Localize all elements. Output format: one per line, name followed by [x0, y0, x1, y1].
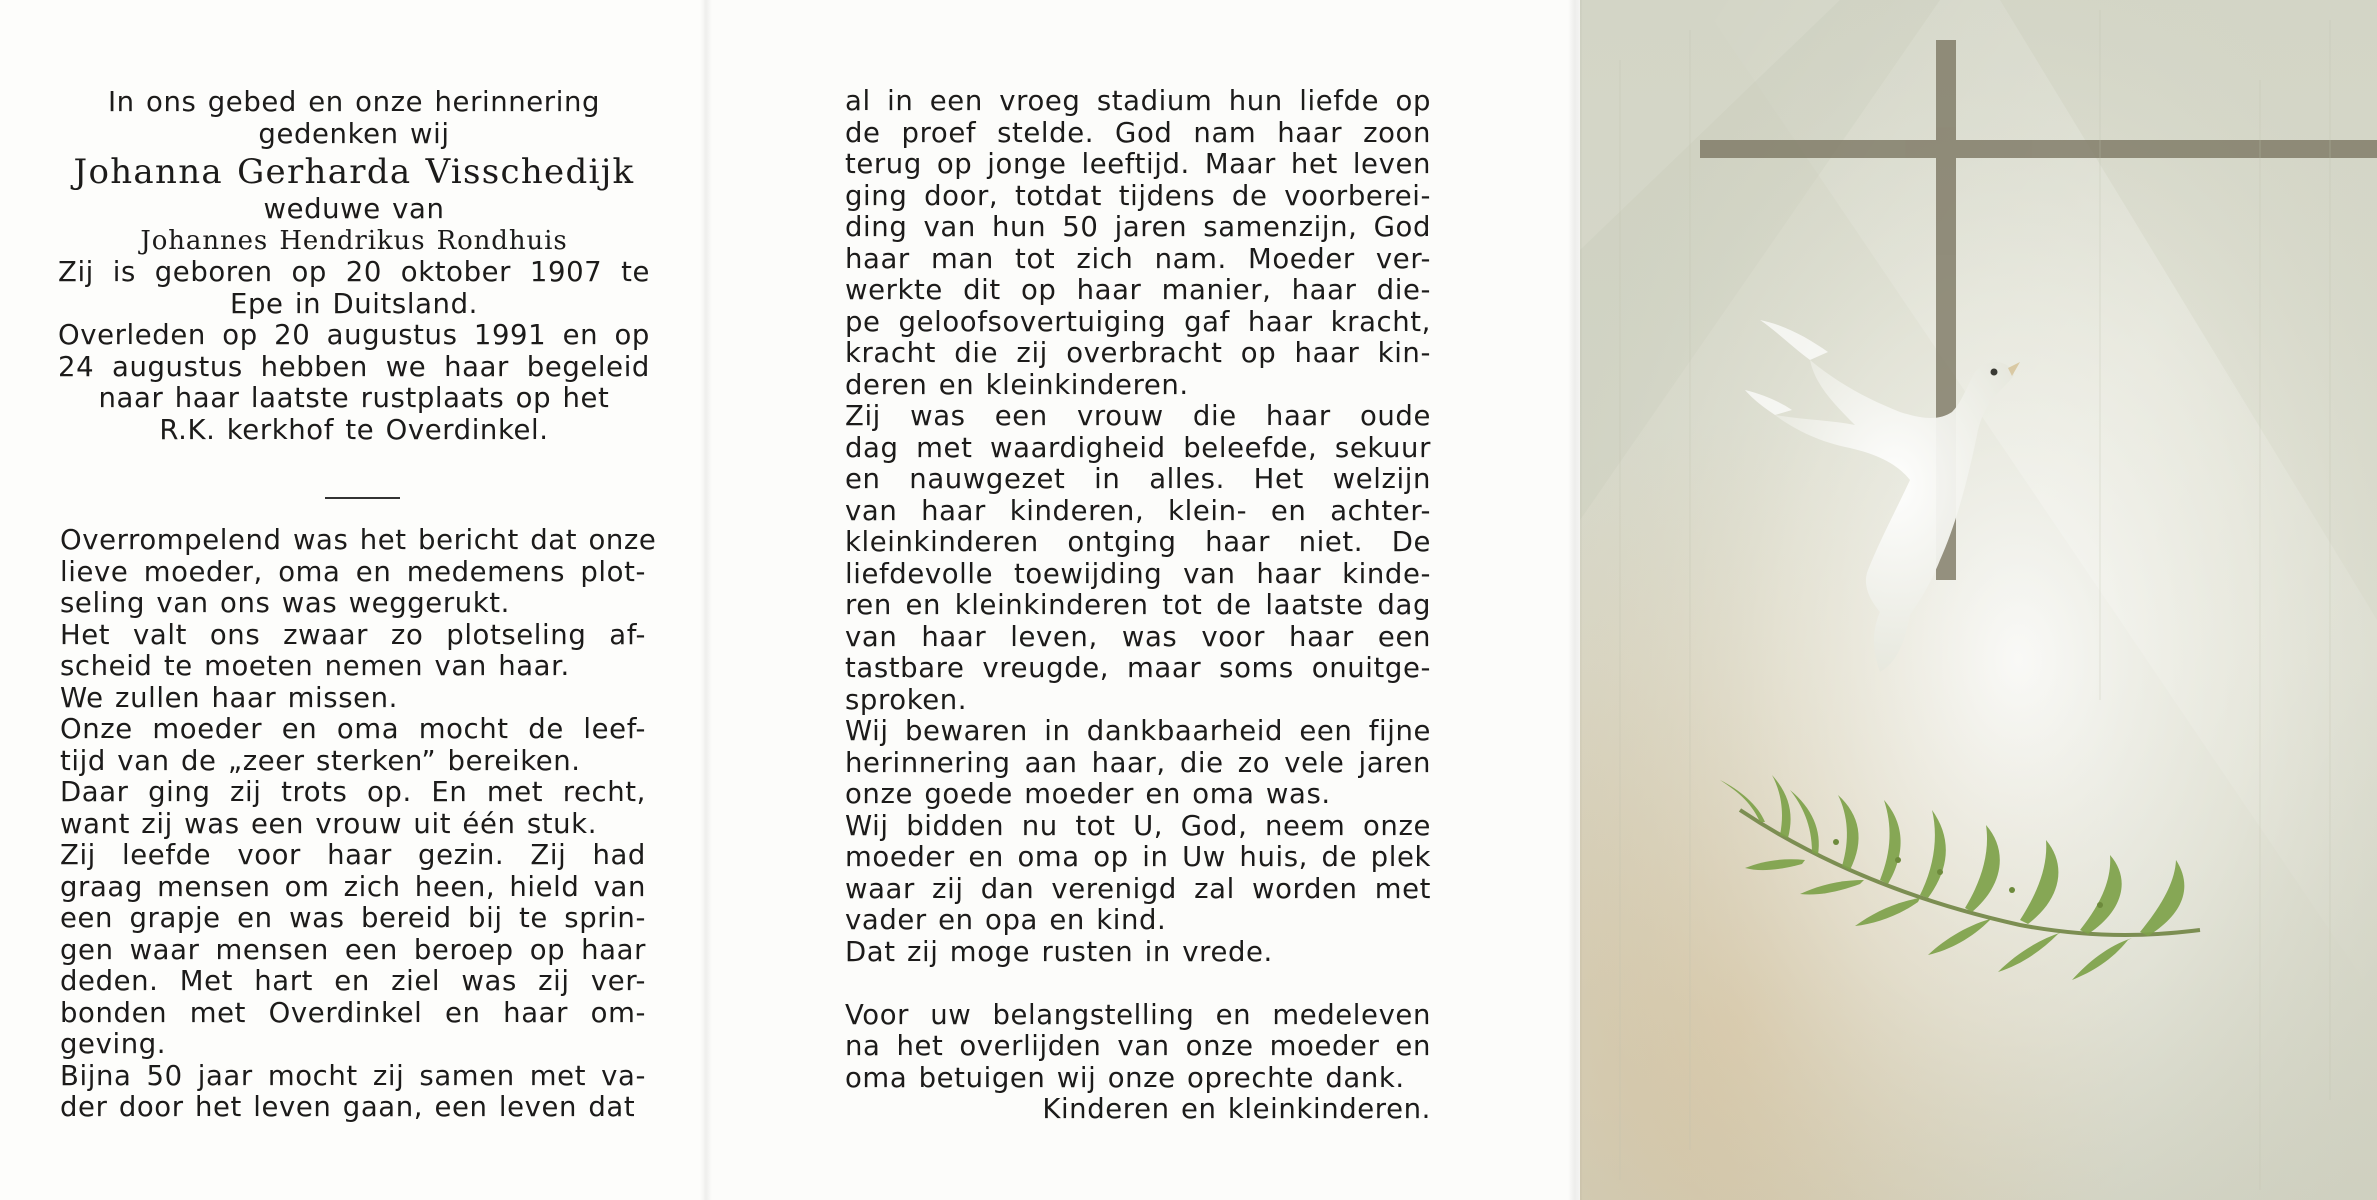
text-line: terug op jonge leeftijd. Maar het leven [845, 148, 1431, 180]
life-line: 24 augustus hebben we haar begeleid [58, 350, 650, 383]
life-line: Overleden op 20 augustus 1991 en op [58, 319, 650, 351]
text-line: liefdevolle toewijding van haar kinde- [845, 557, 1431, 590]
text-line: kracht die zij overbracht op haar kin- [845, 337, 1431, 369]
text-line: tijd van de „zeer sterken” bereiken. [60, 744, 581, 777]
left-body-text [60, 524, 657, 1124]
text-line: Overrompelend was het bericht dat onze [60, 524, 657, 556]
text-line: Voor uw belangstelling en medeleven [845, 998, 1431, 1031]
text-line: ren en kleinkinderen tot de laatste dag [845, 589, 1431, 621]
divider [325, 497, 400, 499]
painting-illustration [1580, 0, 2377, 1200]
text-line: moeder en oma op in Uw huis, de plek [845, 841, 1431, 873]
text-line: ging door, totdat tijdens de voorberei- [845, 179, 1431, 212]
text-line: na het overlijden van onze moeder en [845, 1030, 1431, 1062]
text-line: en nauwgezet in alles. Het welzijn [845, 463, 1431, 495]
intro-line-1: In ons gebed en onze herinnering [107, 86, 601, 118]
life-line: R.K. kerkhof te Overdinkel. [159, 413, 549, 446]
widow-of-label: weduwe van [263, 193, 445, 225]
life-line: Zij is geboren op 20 oktober 1907 te [58, 256, 650, 288]
page-fold [1568, 0, 1582, 1200]
text-line: Onze moeder en oma mocht de leef- [60, 713, 646, 745]
text-line: een grapje en was bereid bij te sprin- [60, 902, 646, 934]
text-line: dag met waardigheid beleefde, sekuur [845, 431, 1431, 464]
text-line: Wij bewaren in dankbaarheid een fijne [845, 715, 1431, 747]
text-line: pe geloofsovertuiging gaf haar kracht, [845, 305, 1431, 338]
spouse-name: Johannes Hendrikus Rondhuis [140, 225, 568, 256]
text-line: vader en opa en kind. [845, 904, 1167, 936]
text-line: van haar kinderen, klein- en achter- [845, 494, 1431, 527]
middle-body-text [845, 86, 1431, 1126]
text-line: Wij bidden nu tot U, God, neem onze [845, 809, 1431, 842]
life-line: Epe in Duitsland. [230, 287, 478, 320]
text-line: tastbare vreugde, maar soms onuitge- [845, 652, 1431, 684]
text-line [845, 968, 1431, 1000]
text-line: seling van ons was weggerukt. [60, 587, 511, 619]
intro-line-2: gedenken wij [258, 117, 450, 150]
text-line: scheid te moeten nemen van haar. [60, 650, 570, 682]
text-line: bonden met Overdinkel en haar om- [60, 996, 646, 1029]
text-line: gen waar mensen een beroep op haar [60, 933, 646, 966]
text-line: graag mensen om zich heen, hield van [60, 870, 646, 903]
text-line: waar zij dan verenigd zal worden met [845, 872, 1431, 905]
text-line: deden. Met hart en ziel was zij ver- [60, 965, 646, 997]
text-line: oma betuigen wij onze oprechte dank. [845, 1061, 1405, 1094]
text-line: Zij was een vrouw die haar oude [845, 400, 1431, 432]
text-line: want zij was een vrouw uit één stuk. [60, 807, 598, 840]
middle-panel [704, 0, 1580, 1200]
text-line: al in een vroeg stadium hun liefde op [845, 85, 1431, 117]
page-fold [700, 0, 712, 1200]
text-line: Bijna 50 jaar mocht zij samen met va- [60, 1059, 646, 1092]
text-line: de proef stelde. God nam haar zoon [845, 116, 1431, 149]
memorial-painting [1580, 0, 2377, 1200]
text-line: van haar leven, was voor haar een [845, 620, 1431, 653]
text-line: lieve moeder, oma en medemens plot- [60, 555, 646, 588]
text-line: geving. [60, 1028, 167, 1060]
text-line: We zullen haar missen. [60, 681, 399, 714]
text-line: herinnering aan haar, die zo vele jaren [845, 746, 1431, 779]
text-line: sproken. [845, 683, 968, 716]
text-line: kleinkinderen ontging haar niet. De [845, 526, 1431, 558]
text-line: Kinderen en kleinkinderen. [1042, 1093, 1431, 1125]
text-line: Daar ging zij trots op. En met recht, [60, 776, 646, 808]
life-line: naar haar laatste rustplaats op het [98, 382, 610, 414]
text-line: onze goede moeder en oma was. [845, 778, 1331, 810]
text-line: Het valt ons zwaar zo plotseling af- [60, 618, 646, 651]
text-line: Zij leefde voor haar gezin. Zij had [60, 839, 646, 871]
text-line: werkte dit op haar manier, haar die- [845, 274, 1431, 306]
text-line: deren en kleinkinderen. [845, 368, 1189, 401]
text-line: haar man tot zich nam. Moeder ver- [845, 242, 1431, 275]
text-line: der door het leven gaan, een leven dat [60, 1091, 636, 1123]
text-line: ding van hun 50 jaren samenzijn, God [845, 211, 1431, 243]
left-panel [0, 0, 704, 1200]
text-line: Dat zij moge rusten in vrede. [845, 935, 1273, 968]
deceased-name: Johanna Gerharda Visschedijk [73, 152, 635, 192]
memorial-header [58, 87, 650, 446]
